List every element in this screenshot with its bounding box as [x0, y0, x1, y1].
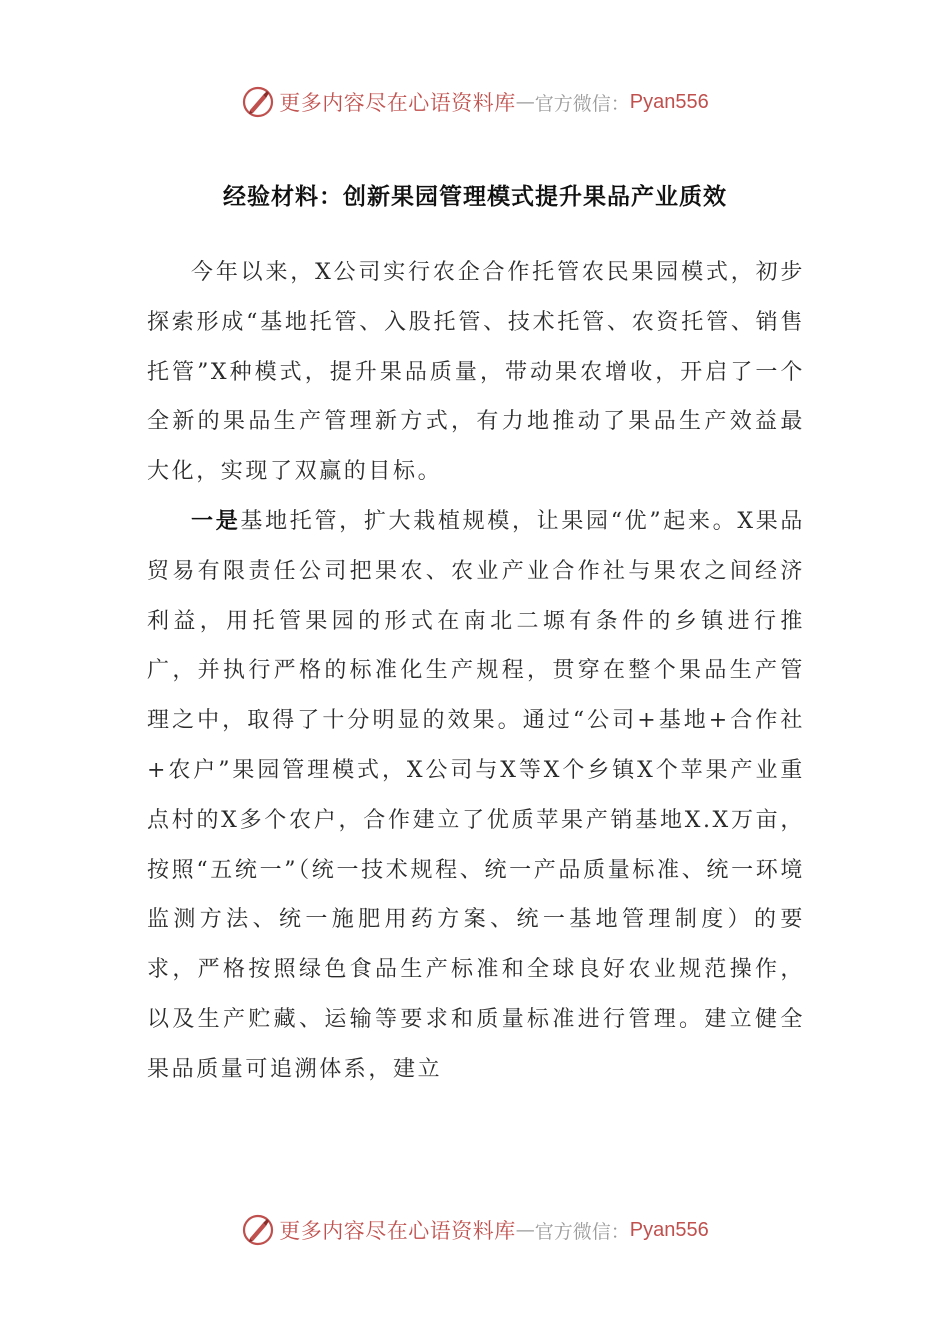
- paragraph-intro: 今年以来，X公司实行农企合作托管农民果园模式，初步探索形成“基地托管、入股托管、技术托管、农资托管、销售托管”X种模式，提升果品质量，带动果农增收，开启了一个全新的果品生产管理新方式，有力地推动了果品生产效益最大化，实现了双赢的目标。: [147, 260, 805, 485]
- header-banner: [0, 82, 950, 122]
- promo-text: 更多内容尽在心语资料库: [279, 91, 516, 115]
- footer-banner: [0, 1210, 950, 1250]
- pen-logo-icon: [241, 85, 275, 119]
- separator-dash: —: [515, 91, 535, 113]
- wechat-id: Pyan556: [629, 90, 709, 113]
- wechat-label: 官方微信：: [534, 92, 630, 115]
- document-title: 经验材料：创新果园管理模式提升果品产业质效: [223, 183, 727, 210]
- pen-logo-icon: [241, 1213, 275, 1247]
- separator-dash: —: [515, 1219, 535, 1241]
- wechat-id: Pyan556: [629, 1218, 709, 1241]
- paragraph-body: 基地托管，扩大栽植规模，让果园“优”起来。X果品贸易有限责任公司把果农、农业产业合作社与果农之间经济利益，用托管果园的形式在南北二塬有条件的乡镇进行推广，并执行严格的标准化生产规程，贯穿在整个果品生产管理之中，取得了十分明显的效果。通过“公司+基地+合作社+农户”果园管理模式，X公司与X等X个乡镇X个苹果产业重点村的X多个农户，合作建立了优质苹果产销基地X.X万亩，按照“五统一”（统一技术规程、统一产品质量标准、统一环境监测方法、统一施肥用药方案、统一基地管理制度）的要求，严格按照绿色食品生产标准和全球良好农业规范操作，以及生产贮藏、运输等要求和质量标准进行管理。建立健全果品质量可追溯体系，建立: [147, 508, 806, 1082]
- wechat-label: 官方微信：: [534, 1220, 630, 1243]
- document-body: [147, 248, 805, 1095]
- promo-text: 更多内容尽在心语资料库: [279, 1219, 516, 1243]
- paragraph-base-management: [147, 497, 805, 1095]
- paragraph-lead: 一是: [191, 507, 241, 534]
